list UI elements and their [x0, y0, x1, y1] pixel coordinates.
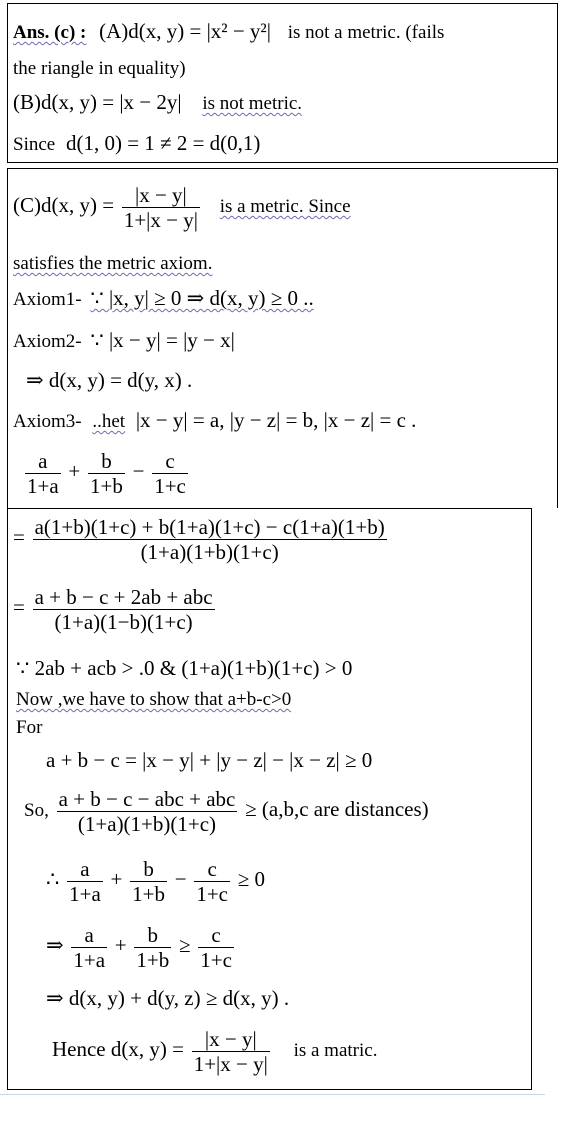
line-axiom2	[13, 329, 235, 353]
i-a-num: a	[71, 923, 107, 948]
axiom1-label: Axiom1-	[13, 289, 82, 310]
line-for	[16, 717, 42, 739]
fraction-a	[25, 449, 61, 498]
minus-sign: −	[132, 458, 145, 483]
since-expr: ∵ 2ab + acb > .0 & (1+a)(1+b)(1+c) > 0	[16, 656, 353, 680]
line-satisfies	[13, 253, 212, 275]
fraction-a-num: a	[25, 449, 61, 474]
axiom3-label: Axiom3-	[13, 411, 82, 432]
fraction-c3-num: c	[152, 449, 188, 474]
i-b-den: 1+b	[136, 948, 170, 972]
equals-sign: =	[13, 594, 25, 619]
fraction-b-den: 1+b	[90, 474, 123, 498]
i-c-num: c	[198, 923, 234, 948]
t-b-den: 1+b	[132, 882, 165, 906]
text-metric: is a metric. Since	[219, 195, 351, 217]
page-bottom-rule	[0, 1094, 545, 1095]
fraction-step2	[33, 585, 215, 634]
line-axiom1	[13, 287, 314, 311]
fraction-t-c	[194, 857, 230, 906]
step2-num: a + b − c + 2ab + abc	[34, 585, 213, 609]
fraction-i-c	[198, 923, 234, 972]
fraction-hence	[192, 1027, 270, 1076]
plus-sign: +	[110, 866, 123, 891]
fraction-i-b	[134, 923, 171, 972]
text-since: Since	[13, 134, 56, 155]
text-b-tail: is not metric.	[202, 93, 303, 114]
so-den: (1+a)(1+b)(1+c)	[77, 812, 217, 836]
fraction-b-num: b	[88, 449, 125, 474]
text-now: Now ,we have to show that a+b-c>0	[16, 689, 292, 710]
expr-since: d(1, 0) = 1 ≠ 2 = d(0,1)	[65, 131, 261, 155]
expr-a: (A)d(x, y) = |x² − y²|	[99, 19, 271, 43]
hence-num: |x − y|	[192, 1027, 270, 1052]
line-so	[24, 787, 429, 836]
text-for: For	[16, 717, 43, 738]
text-so: So,	[24, 799, 49, 821]
therefore-sign: ∴	[46, 866, 60, 891]
fraction-b	[88, 449, 125, 498]
fraction-c	[122, 183, 200, 232]
step1-num: a(1+b)(1+c) + b(1+a)(1+c) − c(1+a)(1+b)	[34, 515, 385, 539]
fraction-step1	[33, 515, 387, 564]
ge-sign: ≥	[178, 932, 191, 957]
hence-tail: is a matric.	[293, 1039, 378, 1061]
step2-den: (1+a)(1−b)(1+c)	[54, 610, 193, 634]
answer-box-a-b	[7, 3, 558, 163]
line-now	[16, 689, 291, 711]
plus-sign: +	[68, 458, 81, 483]
fraction-c3	[152, 449, 188, 498]
axiom2-label: Axiom2-	[13, 331, 82, 352]
axiom2-implies: ⇒ d(x, y) = d(y, x) .	[26, 368, 193, 392]
answer-box-c	[7, 168, 558, 508]
i-a-den: 1+a	[73, 948, 106, 972]
plus-sign: +	[114, 932, 127, 957]
text-a-tail: is not a metric. (fails	[287, 22, 445, 43]
fraction-i-a	[71, 923, 107, 972]
fraction-t-a	[67, 857, 103, 906]
t-a-den: 1+a	[69, 882, 101, 906]
line-a	[13, 20, 444, 44]
line-implies	[46, 923, 237, 972]
abc-expr: a + b − c = |x − y| + |y − z| − |x − z| ≥ 0	[46, 748, 373, 772]
axiom2-expr: ∵ |x − y| = |y − x|	[90, 328, 235, 352]
hence-pre: Hence d(x, y) =	[52, 1036, 184, 1061]
equals-sign: =	[13, 524, 25, 549]
fraction-c-num: |x − y|	[122, 183, 200, 208]
line-c	[13, 183, 351, 232]
i-c-den: 1+c	[200, 948, 232, 972]
line-axiom2-implies	[26, 369, 192, 393]
text-c-tail	[220, 196, 351, 217]
ge-zero: ≥ 0	[237, 866, 266, 891]
axiom1-expr: ∵ |x, y| ≥ 0 ⇒ d(x, y) ≥ 0 ..	[90, 286, 314, 310]
line-hence	[52, 1027, 377, 1076]
fraction-a-den: 1+a	[27, 474, 59, 498]
line-a-cont	[13, 58, 186, 80]
t-b-num: b	[130, 857, 167, 882]
fraction-so	[57, 787, 238, 836]
t-c-den: 1+c	[196, 882, 228, 906]
line-therefore	[46, 857, 265, 906]
line-b	[13, 91, 302, 115]
minus-sign: −	[174, 866, 187, 891]
final-implies: ⇒ d(x, y) + d(y, z) ≥ d(x, y) .	[46, 986, 290, 1010]
so-num: a + b − c − abc + abc	[58, 787, 236, 811]
text-satisfies: satisfies the metric axiom.	[13, 253, 213, 274]
line-sum-fractions	[22, 449, 191, 498]
line-step2	[13, 585, 218, 634]
implies-sign: ⇒	[46, 932, 64, 957]
line-abc	[46, 749, 372, 773]
t-c-num: c	[194, 857, 230, 882]
axiom3-expr: |x − y| = a, |y − z| = b, |x − z| = c .	[135, 408, 417, 432]
axiom3-let: ..het	[92, 411, 126, 432]
text-a-cont: the riangle in equality)	[13, 58, 186, 79]
hence-den: 1+|x − y|	[193, 1052, 268, 1076]
so-tail: ≥ (a,b,c are distances)	[245, 796, 429, 821]
expr-b: (B)d(x, y) = |x − 2y|	[13, 90, 182, 114]
fraction-t-b	[130, 857, 167, 906]
line-step1	[13, 515, 390, 564]
line-since2	[16, 657, 352, 681]
t-a-num: a	[67, 857, 103, 882]
line-since	[13, 132, 260, 156]
answer-label: Ans. (c) :	[13, 22, 87, 43]
answer-box-proof	[7, 508, 532, 1090]
line-final-implies	[46, 987, 289, 1011]
step1-den: (1+a)(1+b)(1+c)	[140, 540, 279, 564]
line-axiom3	[13, 409, 416, 433]
fraction-c-den: 1+|x − y|	[123, 208, 198, 232]
fraction-c3-den: 1+c	[154, 474, 186, 498]
expr-c-prefix: (C)d(x, y) =	[13, 192, 115, 217]
i-b-num: b	[134, 923, 171, 948]
